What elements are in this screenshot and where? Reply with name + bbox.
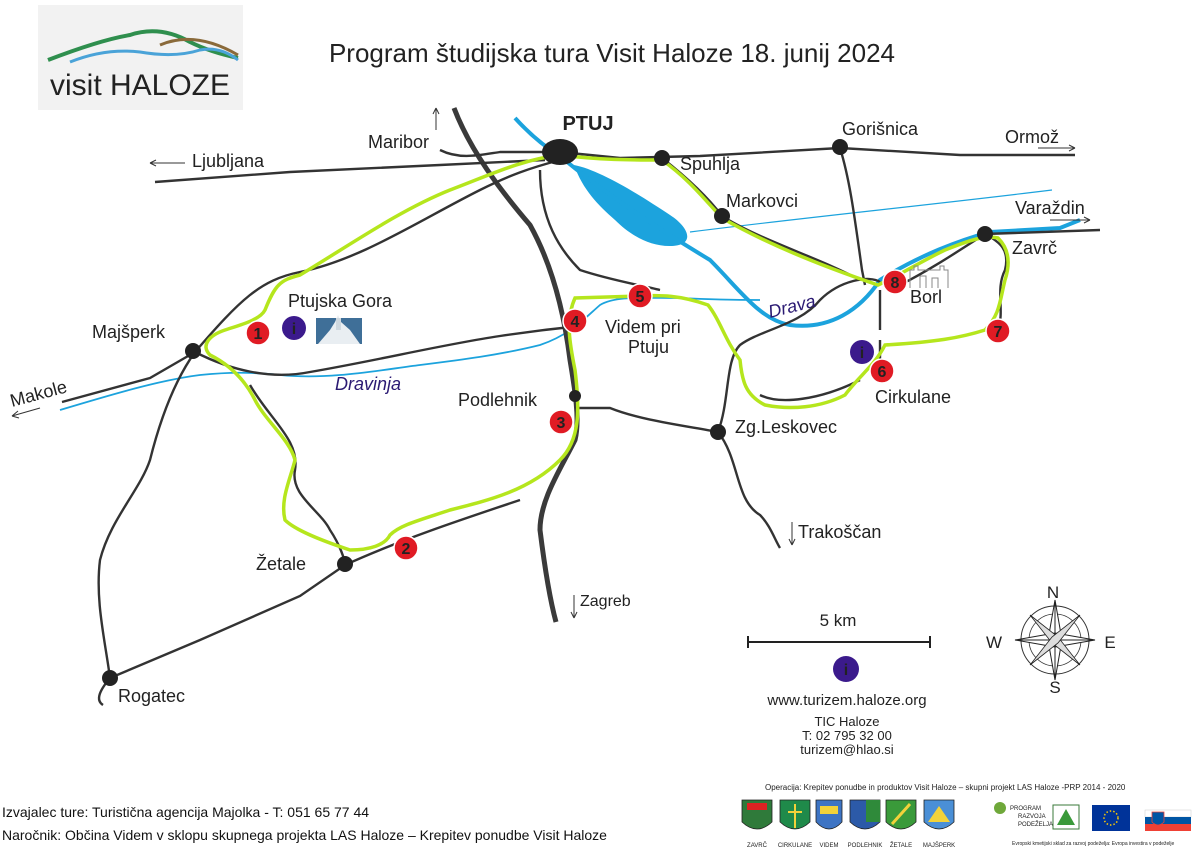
- place-labels: [8, 113, 1085, 706]
- svg-text:4: 4: [570, 314, 580, 331]
- majsperk-dot: [185, 343, 201, 359]
- label-zetale: Žetale: [256, 554, 307, 574]
- road-trakoscan: [718, 432, 780, 548]
- las-logo: [1053, 805, 1079, 829]
- svg-text:7: 7: [993, 324, 1003, 341]
- stop-marker-4[interactable]: [563, 309, 587, 333]
- label-gorisnica: Gorišnica: [842, 119, 919, 139]
- compass-w: W: [985, 633, 1003, 652]
- label-cirkulane: Cirkulane: [875, 387, 952, 407]
- contact-office: TIC Haloze: [814, 714, 880, 729]
- road-podlehnik-leskovec: [575, 408, 718, 432]
- tour-route: [206, 155, 1008, 550]
- program-razvoja-podezelja-logo: [994, 802, 1053, 828]
- svg-text:8: 8: [890, 275, 900, 292]
- label-rogatec: Rogatec: [118, 686, 186, 706]
- label-varazdin: Varaždin: [1015, 198, 1085, 218]
- footer-client: Naročnik: Občina Videm v sklopu skupnega projekta LAS Haloze – Krepitev ponudbe Visit Haloze: [2, 827, 607, 843]
- eu-note: Evropski kmetijski sklad za razvoj podeželja: Evropa investira v podeželje: [1012, 841, 1175, 847]
- label-dravinja: Dravinja: [335, 374, 402, 394]
- stop-marker-7[interactable]: [986, 319, 1010, 343]
- road-rogatec-west: [99, 352, 195, 678]
- zavrc-dot: [977, 226, 993, 242]
- svg-text:PODEŽELJA: PODEŽELJA: [1018, 822, 1054, 828]
- svg-text:ŽETALE: ŽETALE: [889, 843, 913, 849]
- contact-phone: T: 02 795 32 00: [802, 728, 892, 743]
- crest-podlehnik: [848, 800, 883, 849]
- compass-rose-icon: [986, 583, 1116, 697]
- svg-text:PROGRAM: PROGRAM: [1010, 806, 1042, 812]
- label-drava: Drava: [766, 290, 818, 322]
- stop-marker-2[interactable]: [394, 536, 418, 560]
- contact-block: [766, 692, 926, 757]
- stop-marker-5[interactable]: [628, 284, 652, 308]
- svg-text:i: i: [291, 321, 297, 338]
- svg-text:PODLEHNIK: PODLEHNIK: [847, 843, 883, 849]
- label-makole: Makole: [7, 376, 70, 411]
- highway: [454, 108, 577, 622]
- label-videm-line1: Videm pri: [605, 317, 681, 337]
- roads: [62, 148, 1100, 705]
- svg-text:1: 1: [253, 326, 263, 343]
- svg-text:5: 5: [635, 289, 645, 306]
- label-ptujska-gora: Ptujska Gora: [288, 291, 393, 311]
- visit-haloze-logo: [38, 5, 243, 110]
- rogatec-dot: [102, 670, 118, 686]
- label-zavrc: Zavrč: [1012, 238, 1057, 258]
- stop-marker-1[interactable]: [246, 321, 270, 345]
- logo-text: visit HALOZE: [49, 69, 231, 102]
- road-gorisnica-south: [840, 148, 865, 285]
- svg-text:CIRKULANE: CIRKULANE: [777, 843, 813, 849]
- label-zg-leskovec: Zg.Leskovec: [735, 417, 838, 437]
- crest-videm: [816, 800, 842, 849]
- svg-text:i: i: [843, 662, 849, 679]
- compass-e: E: [1104, 633, 1116, 652]
- contact-website[interactable]: www.turizem.haloze.org: [767, 692, 927, 709]
- stop-marker-3[interactable]: [549, 410, 573, 434]
- label-zagreb: Zagreb: [580, 593, 631, 610]
- partner-logos: [994, 802, 1191, 847]
- arrow-trakoscan: [789, 522, 795, 545]
- label-majsperk: Majšperk: [92, 322, 166, 342]
- slovenia-flag-icon: [1145, 810, 1191, 831]
- crest-zavrc: [742, 800, 772, 849]
- zetale-dot: [337, 556, 353, 572]
- municipality-crests: [742, 800, 955, 849]
- compass-n: N: [1046, 583, 1060, 602]
- map-title: Program študijska tura Visit Haloze 18. junij 2024: [328, 38, 896, 68]
- svg-text:MAJŠPERK: MAJŠPERK: [922, 843, 956, 849]
- svg-text:6: 6: [877, 364, 887, 381]
- label-videm-line2: Ptuju: [628, 337, 670, 357]
- label-trakoscan: Trakoščan: [798, 522, 882, 542]
- scale-label: 5 km: [819, 611, 857, 630]
- scale-bar: [748, 611, 930, 648]
- road-rogatec-zetale: [110, 500, 520, 678]
- label-markovci: Markovci: [726, 191, 799, 211]
- svg-text:ZAVRČ: ZAVRČ: [747, 843, 767, 849]
- zg-leskovec-dot: [710, 424, 726, 440]
- arrow-ljubljana: [150, 160, 185, 166]
- label-borl: Borl: [910, 287, 943, 307]
- svg-text:3: 3: [556, 415, 566, 432]
- crest-majsperk: [923, 800, 955, 849]
- stop-marker-6[interactable]: [870, 359, 894, 383]
- road-spuhlja-markovci: [662, 158, 860, 280]
- label-maribor: Maribor: [368, 132, 430, 152]
- road-ormoz: [560, 148, 1075, 158]
- info-icon: [282, 316, 306, 340]
- label-spuhlja: Spuhlja: [680, 154, 741, 174]
- label-ptuj: PTUJ: [562, 113, 614, 135]
- footer-organizer: Izvajalec ture: Turistična agencija Majolka - T: 051 65 77 44: [2, 804, 370, 820]
- label-podlehnik: Podlehnik: [458, 390, 538, 410]
- operation-note: Operacija: Krepitev ponudbe in produktov Visit Haloze – skupni projekt LAS Haloze -PRP 2014 - 2020: [765, 783, 1126, 792]
- svg-text:i: i: [859, 345, 865, 362]
- arrow-maribor: [433, 108, 439, 130]
- podlehnik-dot: [569, 390, 581, 402]
- gorisnica-dot: [832, 139, 848, 155]
- svg-text:RAZVOJA: RAZVOJA: [1018, 814, 1046, 820]
- road-cirkulane-west: [760, 380, 860, 400]
- spuhlja-dot: [654, 150, 670, 166]
- eu-flag-icon: [1092, 805, 1130, 831]
- road-maribor: [440, 150, 545, 156]
- crest-cirkulane: [778, 800, 812, 849]
- crest-zetale: [886, 800, 916, 849]
- compass-s: S: [1049, 678, 1061, 697]
- svg-text:2: 2: [401, 541, 411, 558]
- arrow-zagreb: [571, 595, 577, 618]
- info-icon: [850, 340, 874, 364]
- svg-text:VIDEM: VIDEM: [819, 843, 839, 849]
- info-icon: [833, 656, 859, 682]
- label-ormoz: Ormož: [1005, 127, 1059, 147]
- ptuj-dot: [542, 139, 578, 165]
- ptujska-gora-church-icon: [316, 315, 362, 344]
- contact-email[interactable]: turizem@hlao.si: [800, 742, 894, 757]
- stop-marker-8[interactable]: [883, 270, 907, 294]
- label-ljubljana: Ljubljana: [192, 151, 265, 171]
- road-makole: [62, 352, 195, 402]
